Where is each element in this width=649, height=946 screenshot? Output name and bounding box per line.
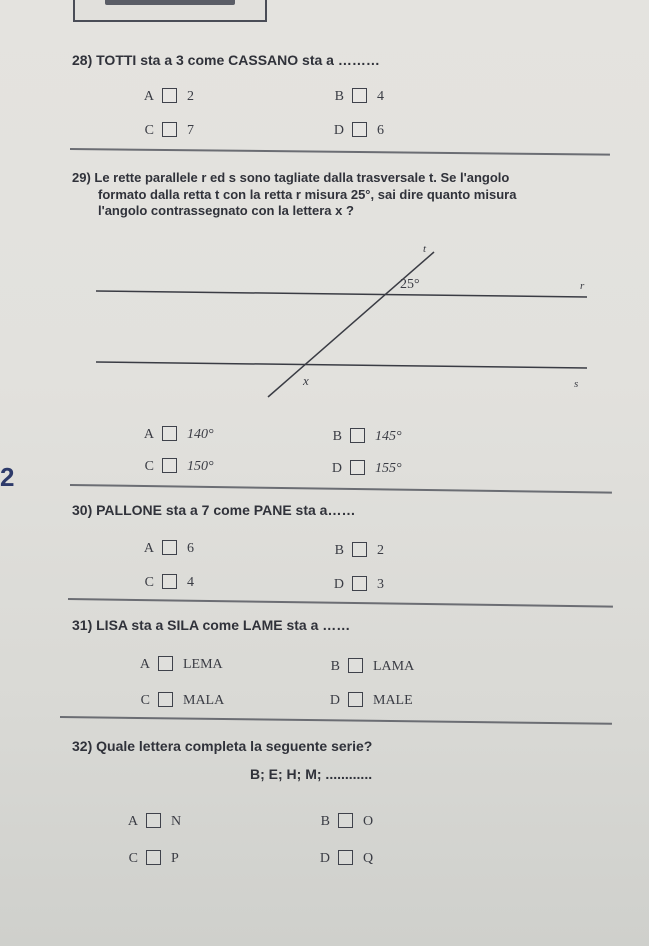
- option-value: 6: [377, 123, 384, 138]
- question-28-text: 28) TOTTI sta a 3 come CASSANO sta a ………: [72, 52, 380, 68]
- q31-option-d[interactable]: [326, 692, 413, 709]
- question-29-text: [72, 170, 592, 220]
- option-letter: A: [143, 427, 154, 442]
- option-value: 140°: [187, 427, 214, 442]
- q32-option-b[interactable]: [316, 813, 373, 830]
- option-letter: D: [331, 461, 342, 476]
- q29-option-b[interactable]: [328, 428, 402, 445]
- q32-option-c[interactable]: [124, 850, 179, 867]
- checkbox[interactable]: [162, 574, 177, 589]
- checkbox[interactable]: [162, 122, 177, 137]
- label-r: r: [580, 280, 585, 292]
- q28-option-a[interactable]: [140, 88, 194, 105]
- label-t: t: [423, 243, 427, 255]
- q29-option-a[interactable]: [140, 426, 214, 443]
- checkbox[interactable]: [350, 460, 365, 475]
- q29-line3: l'angolo contrassegnato con la lettera x ?: [98, 203, 354, 218]
- q29-line2: formato dalla retta t con la retta r misura 25°, sai dire quanto misura: [98, 186, 517, 202]
- label-angle-25: 25°: [400, 277, 420, 292]
- option-letter: C: [144, 459, 154, 474]
- checkbox[interactable]: [338, 813, 353, 828]
- question-31-text: 31) LISA sta a SILA come LAME sta a ……: [72, 617, 351, 633]
- checkbox[interactable]: [162, 540, 177, 555]
- q29-option-d[interactable]: [328, 460, 402, 477]
- q29-line1: 29) Le rette parallele r ed s sono tagliate dalla trasversale t. Se l'angolo: [72, 170, 510, 185]
- header-box: [73, 0, 267, 22]
- option-letter: C: [144, 123, 154, 138]
- option-value: 4: [187, 575, 194, 590]
- q31-option-b[interactable]: [326, 658, 414, 675]
- q30-option-d[interactable]: [330, 576, 384, 593]
- line-s: [96, 362, 587, 368]
- option-letter: A: [127, 814, 138, 829]
- checkbox[interactable]: [162, 458, 177, 473]
- checkbox[interactable]: [352, 122, 367, 137]
- option-value: Q: [363, 851, 374, 866]
- checkbox[interactable]: [348, 692, 363, 707]
- option-letter: C: [128, 851, 138, 866]
- option-value: P: [171, 851, 179, 866]
- line-r: [96, 291, 587, 297]
- q28-option-d[interactable]: [330, 122, 384, 139]
- parallel-lines-figure: [90, 240, 610, 415]
- option-value: 4: [377, 89, 384, 104]
- option-letter: A: [143, 541, 154, 556]
- q31-option-a[interactable]: [136, 656, 223, 673]
- transversal-t: [268, 252, 434, 397]
- checkbox[interactable]: [338, 850, 353, 865]
- q32-option-a[interactable]: [124, 813, 181, 830]
- question-30-text: 30) PALLONE sta a 7 come PANE sta a……: [72, 502, 356, 518]
- q30-option-a[interactable]: [140, 540, 194, 557]
- checkbox[interactable]: [352, 88, 367, 103]
- separator: [68, 598, 613, 607]
- q28-option-c[interactable]: [140, 122, 194, 139]
- q30-option-c[interactable]: [140, 574, 194, 591]
- margin-number: 2: [0, 462, 15, 492]
- q32-option-d[interactable]: [316, 850, 373, 867]
- checkbox[interactable]: [162, 426, 177, 441]
- question-32-text: 32) Quale lettera completa la seguente serie?: [72, 738, 373, 754]
- option-letter: A: [143, 89, 154, 104]
- checkbox[interactable]: [158, 692, 173, 707]
- q28-option-b[interactable]: [330, 88, 384, 105]
- option-value: 7: [187, 123, 194, 138]
- separator: [70, 484, 612, 493]
- q30-option-b[interactable]: [330, 542, 384, 559]
- label-x: x: [303, 373, 309, 388]
- option-letter: B: [334, 89, 344, 104]
- option-value: 155°: [375, 461, 402, 476]
- option-value: 6: [187, 541, 194, 556]
- checkbox[interactable]: [352, 576, 367, 591]
- option-value: MALE: [373, 693, 413, 708]
- checkbox[interactable]: [162, 88, 177, 103]
- option-value: 2: [377, 543, 384, 558]
- option-value: 150°: [187, 459, 214, 474]
- option-value: 3: [377, 577, 384, 592]
- option-value: MALA: [183, 693, 225, 708]
- option-value: N: [171, 814, 182, 829]
- option-value: O: [363, 814, 374, 829]
- separator: [70, 148, 610, 155]
- label-s: s: [574, 378, 579, 390]
- separator: [60, 716, 612, 724]
- q29-option-c[interactable]: [140, 458, 214, 475]
- option-letter: D: [319, 851, 330, 866]
- checkbox[interactable]: [350, 428, 365, 443]
- option-letter: D: [333, 123, 344, 138]
- option-letter: B: [332, 429, 342, 444]
- option-value: 2: [187, 89, 194, 104]
- checkbox[interactable]: [352, 542, 367, 557]
- option-value: LEMA: [183, 657, 223, 672]
- checkbox[interactable]: [146, 850, 161, 865]
- option-letter: A: [139, 657, 150, 672]
- option-letter: B: [320, 814, 330, 829]
- checkbox[interactable]: [158, 656, 173, 671]
- checkbox[interactable]: [146, 813, 161, 828]
- q31-option-c[interactable]: [136, 692, 224, 709]
- option-value: LAMA: [373, 659, 415, 674]
- option-letter: C: [144, 575, 154, 590]
- header-scribble: [105, 0, 235, 5]
- option-letter: C: [140, 693, 150, 708]
- letter-series: B; E; H; M; ............: [250, 766, 373, 782]
- option-letter: D: [329, 693, 340, 708]
- option-letter: D: [333, 577, 344, 592]
- option-letter: B: [330, 659, 340, 674]
- option-letter: B: [334, 543, 344, 558]
- checkbox[interactable]: [348, 658, 363, 673]
- option-value: 145°: [375, 429, 402, 444]
